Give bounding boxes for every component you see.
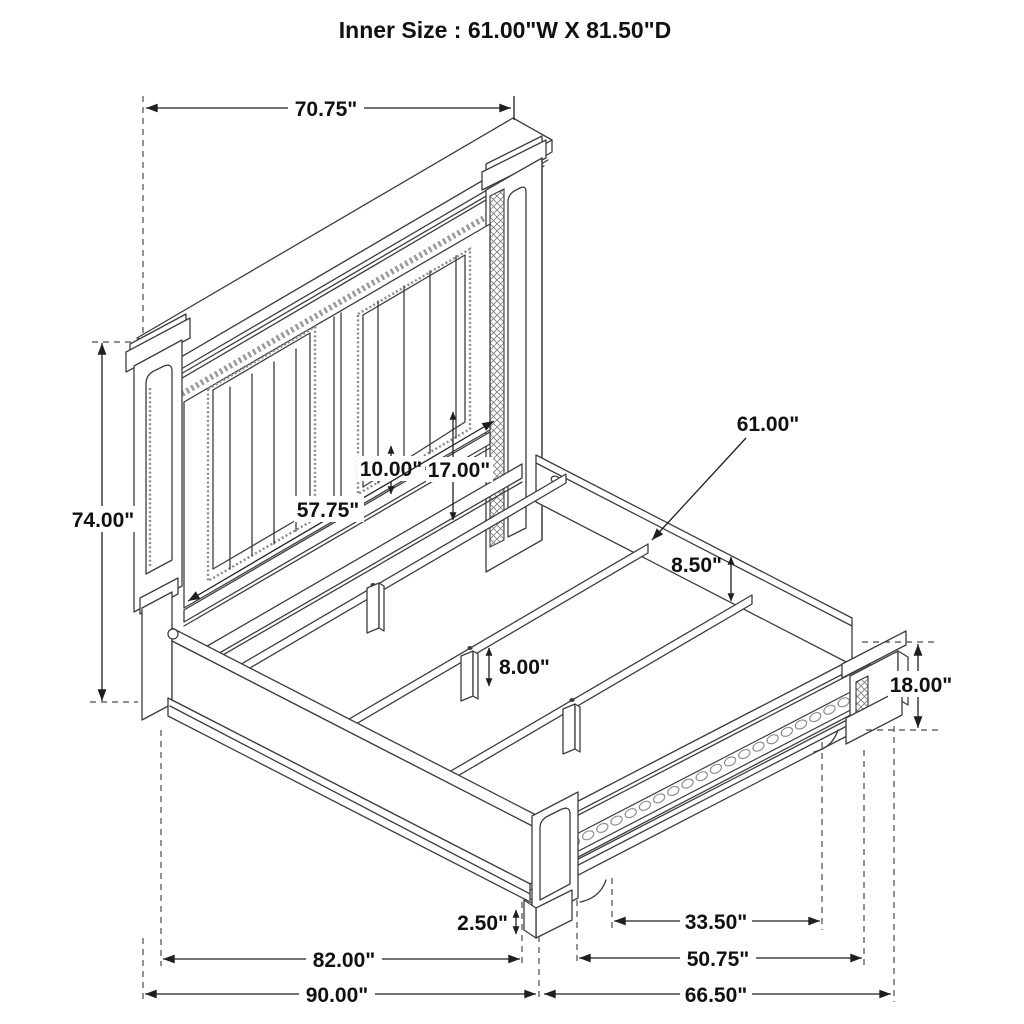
dim-center-leg-height xyxy=(489,648,550,686)
dim-label-center-leg-height: 8.00" xyxy=(499,656,550,679)
dim-label-headboard-width: 70.75" xyxy=(294,98,358,121)
dim-label-footboard-width: 66.50" xyxy=(684,984,748,1007)
dim-label-foot-height: 2.50" xyxy=(457,912,508,935)
dim-label-panel-to-rail: 17.00" xyxy=(427,459,491,482)
bed-drawing xyxy=(126,118,908,938)
dim-slat-inner-width xyxy=(652,413,799,540)
near-side-rail xyxy=(168,628,540,907)
dim-label-panel-width: 57.75" xyxy=(296,499,360,522)
dim-label-headboard-height: 74.00" xyxy=(71,509,135,532)
dim-label-rail-length: 82.00" xyxy=(312,949,376,972)
dim-label-footboard-leg-span: 33.50" xyxy=(684,911,748,934)
dim-label-side-rail-height: 8.50" xyxy=(671,554,722,577)
footboard-oval-trim xyxy=(538,684,866,872)
dim-foot-height xyxy=(457,910,516,935)
dim-label-slat-inner-width: 61.00" xyxy=(736,413,800,436)
dim-label-panel-to-deck: 10.00" xyxy=(359,458,423,481)
dim-headboard-height xyxy=(64,342,144,702)
dim-label-overall-depth: 90.00" xyxy=(305,984,369,1007)
diagram-title: Inner Size : 61.00"W X 81.50"D xyxy=(338,17,672,43)
footboard xyxy=(524,631,908,938)
dim-label-footboard-height: 18.00" xyxy=(889,674,953,697)
apron-bracket-left xyxy=(580,880,606,902)
dim-label-footboard-inner-width: 50.75" xyxy=(686,948,750,971)
